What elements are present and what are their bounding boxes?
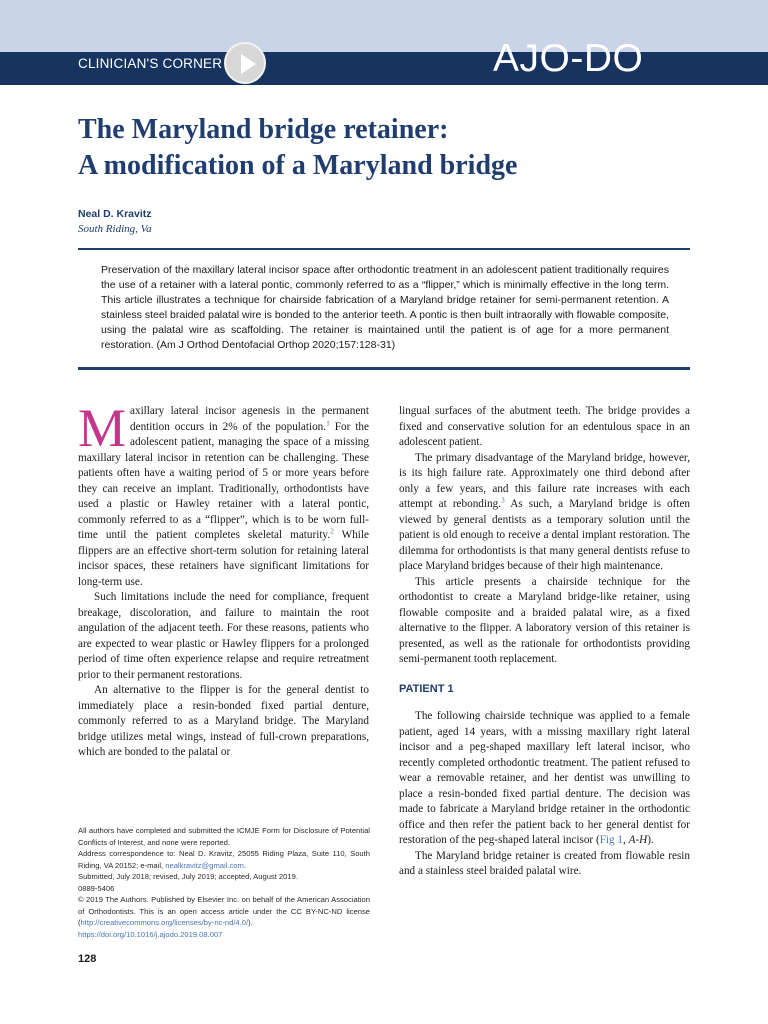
abstract-bottom-rule (78, 367, 690, 370)
play-triangle-icon (241, 54, 256, 74)
text-run: As such, a Maryland bridge is often viewed by general dentists as a temporary solution until the patient is old enough to receive a dental implant restoration. The dilemma for orthodontists is that many general dentists refuse to place Maryland bridges because of their high maintenance. (399, 498, 690, 572)
header-top-strip (0, 0, 768, 52)
text-run: . (243, 860, 246, 870)
footnote-issn: 0889-5406 (78, 883, 115, 893)
reference-link[interactable]: 2 (330, 526, 334, 536)
text-run: The primary disadvantage of the Maryland bridge, however, is its high failure rate. Approximately one third debond after only a few years, and this failure rate increases with each attempt at rebonding. (399, 451, 690, 510)
page-number: 128 (78, 953, 97, 965)
paragraph: The Maryland bridge retainer is created from flowable resin and a stainless steel braided palatal wire. (399, 849, 690, 877)
section-heading: PATIENT 1 (399, 682, 454, 695)
paragraph: lingual surfaces of the abutment teeth. The bridge provides a fixed and conservative solution for an edentulous space in an adolescent patient. (399, 405, 690, 448)
title-line-2: A modification of a Maryland bridge (78, 150, 518, 181)
author-name: Neal D. Kravitz (78, 208, 152, 220)
text-run: Address correspondence to: Neal D. Kravitz, 25055 Riding Plaza, Suite 110, South Riding, VA 20152; e-mail, (78, 849, 370, 870)
figure-panels: A-H (628, 834, 648, 846)
footnote-disclosure: All authors have completed and submitted the ICMJE Form for Disclosure of Potential Conflicts of Interest, and none were reported. (78, 826, 370, 847)
email-link[interactable]: nealkravitz@gmail.com (165, 860, 244, 870)
paragraph (399, 709, 690, 849)
abstract: Preservation of the maxillary lateral incisor space after orthodontic treatment in an adolescent patient traditionally requires the use of a retainer with a lateral pontic, commonly referred to as a “flipper,” which is minimally effective in the long term. This article illustrates a technique for chairside fabrication of a Maryland bridge retainer for semi-permanent retention. A stainless steel braided palatal wire is bonded to the anterior teeth. A pontic is then built intraorally with flowable composite, using the palatal wire as scaffolding. The retainer is maintained until the patient is of age for a more permanent restoration. (Am J Orthod Dentofacial Orthop 2020;157:128-31) (101, 264, 669, 351)
drop-cap: M (78, 398, 127, 458)
text-run: axillary lateral incisor agenesis in the permanent dentition occurs in 2% of the population. (130, 405, 369, 433)
text-run: ). (248, 918, 253, 927)
text-run: The following chairside technique was applied to a female patient, aged 14 years, with a missing maxillary right lateral incisor and a peg-shaped maxillary left lateral incisor, who recently completed orthodontic treatment. The patient refused to wear a removable retainer, and her dentist was unwilling to place a resin-bonded fixed partial denture. The decision was made to fabricate a Maryland bridge retainer in the orthodontic office and then refer the patient back to her general dentist for restoration of the peg-shaped lateral incisor ( (399, 710, 690, 846)
paragraph: Such limitations include the need for compliance, frequent breakage, discoloration, and failure to maintain the root angulation of the adjacent teeth. For these reasons, patients who are expected to wear plastic or Hawley flippers for a prolonged period of time often experience relapse and require retreatment prior to their permanent restorations. (78, 591, 369, 681)
license-link[interactable]: http://creativecommons.org/licenses/by-nc-nd/4.0/ (80, 918, 249, 927)
figure-link[interactable]: Fig 1 (599, 834, 624, 846)
abstract-top-rule (78, 248, 690, 250)
paragraph: An alternative to the flipper is for the general dentist to immediately place a resin-bonded fixed partial denture, commonly referred to as a Maryland bridge. The Maryland bridge utilizes metal wings, instead of full-crown preparations, which are bonded to the palatal or (78, 684, 369, 758)
reference-link[interactable]: 1 (326, 417, 330, 427)
footnote-copyright (78, 894, 370, 929)
text-run: ). (647, 834, 654, 846)
journal-logo: AJO-DO (493, 37, 644, 80)
right-column (399, 404, 690, 880)
paragraph: This article presents a chairside technique for the orthodontist to create a Maryland bridge-like retainer, using flowable composite and a braided palatal wire, as a fixed alternative to the flipper. A laboratory version of this retainer is presented, as well as the rationale for orthodontists providing semi-permanent tooth replacement. (399, 575, 690, 665)
left-column (78, 398, 369, 761)
text-run: While flippers are an effective short-term solution for retaining lateral incisor spaces, these retainers have significant limitations for long-term use. (78, 529, 369, 588)
author-affiliation: South Riding, Va (78, 223, 152, 235)
article-title (78, 112, 698, 184)
text-run: For the adolescent patient, managing the space of a missing maxillary lateral incisor in retention can be challenging. These patients often have a waiting period of 5 or more years before they can receive an implant. Traditionally, orthodontists have used a plastic or Hawley retainer with a lateral pontic, commonly referred to as a “flipper”, which is to be worn full-time until the patient completes skeletal maturity. (78, 420, 369, 541)
paragraph (78, 398, 369, 590)
text-run: , (623, 834, 629, 846)
footnote-address (78, 848, 370, 871)
text-run: © 2019 The Authors. Published by Elsevier Inc. on behalf of the American Association of Orthodontists. This is an open access article under the CC BY-NC-ND license ( (78, 895, 370, 927)
paragraph (399, 451, 690, 575)
title-line-1: The Maryland bridge retainer: (78, 114, 449, 145)
reference-link[interactable]: 3 (500, 495, 505, 505)
section-label: CLINICIAN'S CORNER (78, 56, 223, 71)
footnote-dates: Submitted, July 2018; revised, July 2019; accepted, August 2019. (78, 872, 298, 881)
play-icon[interactable] (224, 42, 266, 84)
doi-link[interactable]: https://doi.org/10.1016/j.ajodo.2019.08.007 (78, 929, 223, 939)
footnote (78, 825, 370, 940)
